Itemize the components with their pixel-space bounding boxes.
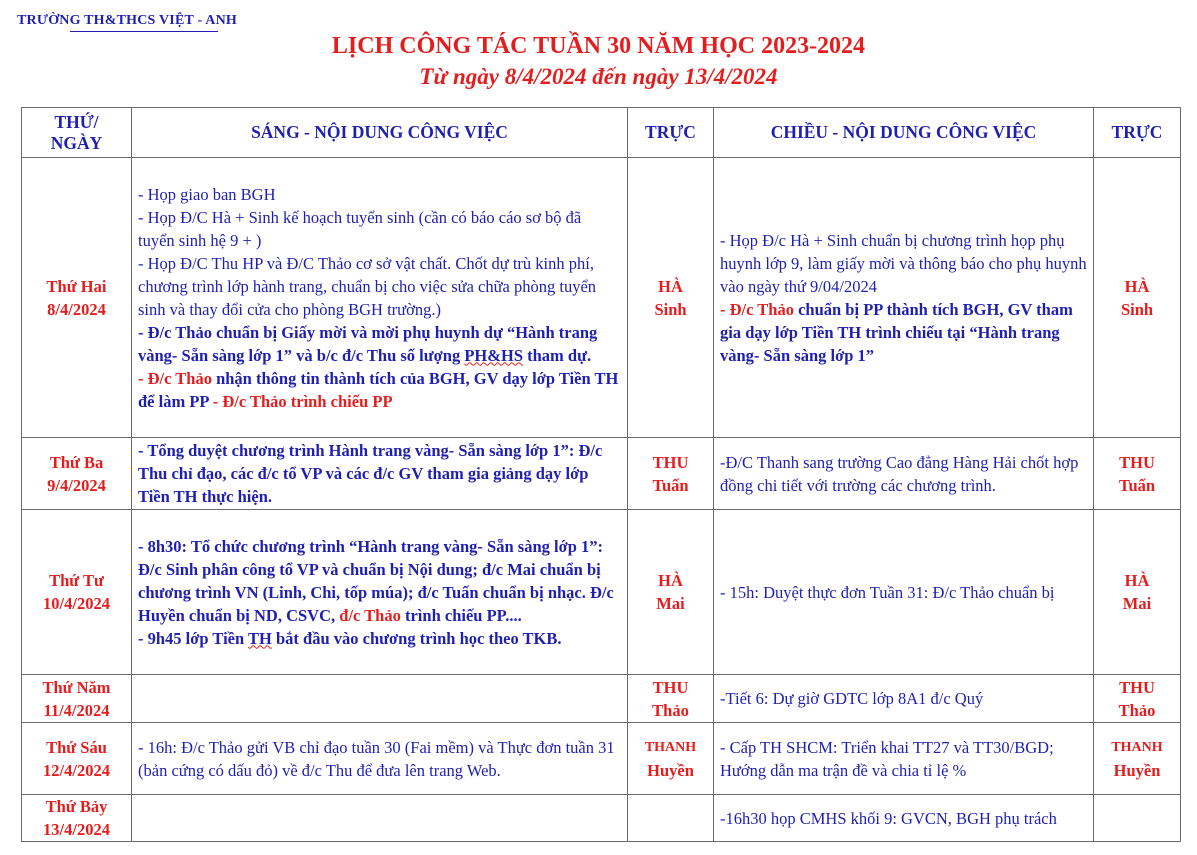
- task-text: - Đ/c Thảo: [138, 368, 212, 388]
- day-cell: [22, 675, 132, 723]
- duty-name-1: THANH: [644, 739, 697, 755]
- task-text: - Đ/c Thảo chuẩn bị Giấy mời và mời phụ huynh dự “Hành trang vàng- Sẵn sàng lớp 1” và b/c đ/c Thu số lượng: [138, 322, 598, 365]
- table-row: [22, 438, 1181, 510]
- task-text: trình chiếu PP....: [400, 605, 522, 625]
- day-name: Thứ Sáu: [46, 737, 107, 757]
- task-line: [138, 535, 621, 627]
- afternoon-content: [714, 675, 1094, 723]
- table-row: [22, 158, 1181, 438]
- col-header-duty-pm: TRỰC: [1094, 108, 1181, 158]
- day-cell: [22, 723, 132, 795]
- day-cell: [22, 158, 132, 438]
- duty-name-1: THU: [652, 452, 689, 472]
- table-row: [22, 723, 1181, 795]
- morning-content: [132, 158, 628, 438]
- task-line: [138, 627, 621, 650]
- duty-name-2: Tuấn: [1118, 475, 1156, 495]
- task-text: TH: [248, 628, 272, 648]
- duty-name-2: Mai: [656, 594, 685, 613]
- day-name: Thứ Năm: [42, 677, 111, 697]
- task-text: - Đ/c Thảo: [720, 299, 794, 319]
- school-name: TRƯỜNG TH&THCS VIỆT - ANH: [17, 13, 237, 28]
- duty-am-cell: [628, 795, 714, 842]
- duty-pm-cell: [1094, 723, 1181, 795]
- task-text: PH&HS: [464, 345, 524, 365]
- duty-name-2: Thảo: [652, 700, 689, 720]
- table-row: [22, 795, 1181, 842]
- task-text: chuẩn bị PP thành tích BGH, GV tham gia dạy lớp Tiền TH trình chiếu tại “Hành trang vàng- Sẵn sàng lớp 1”: [720, 299, 1073, 365]
- duty-name-2: Mai: [1122, 594, 1152, 613]
- duty-pm-cell: [1094, 510, 1181, 675]
- col-header-duty-am: TRỰC: [628, 108, 714, 158]
- duty-name-1: HÀ: [1124, 571, 1150, 590]
- duty-name-2: Sinh: [654, 299, 687, 319]
- duty-name-2: Sinh: [1120, 299, 1154, 319]
- duty-pm-cell: [1094, 438, 1181, 510]
- header-row: [22, 108, 1181, 158]
- task-line: - Họp Đ/C Thu HP và Đ/C Thảo cơ sở vật chất. Chốt dự trù kinh phí, chương trình lớp hành trang, chuẩn bị cho việc sửa chữa phòng tuyển sinh và thay đổi cửa cho phòng BGH trường.): [138, 253, 597, 319]
- day-date: 8/4/2024: [47, 299, 106, 319]
- task-text: nhận thông tin thành tích của BGH, GV dạy lớp Tiền TH để làm PP: [138, 368, 619, 411]
- task-line: - Họp Đ/C Hà + Sinh kế hoạch tuyển sinh (cần có báo cáo sơ bộ đã tuyển sinh hệ 9 + ): [138, 207, 582, 250]
- duty-name-2: Huyền: [1113, 760, 1161, 780]
- task-line: - Tổng duyệt chương trình Hành trang vàng- Sẵn sàng lớp 1”: Đ/c Thu chỉ đạo, các đ/c tổ VP và các đ/c GV tham gia giảng dạy lớp Tiền TH thực hiện.: [138, 441, 603, 506]
- school-name-underline: [70, 31, 218, 32]
- duty-name-2: Thảo: [1118, 700, 1156, 720]
- task-line: -Tiết 6: Dự giờ GDTC lớp 8A1 đ/c Quý: [720, 689, 984, 708]
- day-date: 10/4/2024: [43, 594, 110, 613]
- page-subtitle: Từ ngày 8/4/2024 đến ngày 13/4/2024: [419, 64, 778, 89]
- task-line: -16h30 họp CMHS khối 9: GVCN, BGH phụ trách: [720, 808, 1057, 828]
- col-header-day-line2: NGÀY: [50, 132, 103, 153]
- col-header-morning: SÁNG - NỘI DUNG CÔNG VIỆC: [132, 108, 628, 158]
- col-header-day: [22, 108, 132, 158]
- task-line: - Họp Đ/c Hà + Sinh chuẩn bị chương trình họp phụ huynh lớp 9, làm giấy mời và thông báo cho phụ huynh vào ngày thứ 9/04/2024: [720, 230, 1087, 296]
- schedule-table: [21, 107, 1181, 842]
- table-row: [22, 675, 1181, 723]
- day-name: Thứ Tư: [49, 571, 104, 590]
- afternoon-content: [714, 510, 1094, 675]
- day-cell: [22, 438, 132, 510]
- afternoon-content: [714, 795, 1094, 842]
- duty-am-cell: [628, 510, 714, 675]
- duty-name-1: HÀ: [658, 276, 683, 296]
- task-text: - 9h45 lớp Tiền: [138, 628, 249, 648]
- duty-name-1: THU: [1119, 677, 1155, 697]
- day-date: 11/4/2024: [43, 700, 110, 720]
- col-header-day-line1: THỨ/: [54, 111, 99, 132]
- morning-content: [132, 795, 628, 842]
- duty-am-cell: [628, 675, 714, 723]
- day-date: 13/4/2024: [43, 820, 110, 839]
- day-date: 12/4/2024: [43, 760, 110, 780]
- duty-am-cell: [628, 158, 714, 438]
- task-text: bắt đầu vào chương trình học theo TKB.: [271, 628, 562, 648]
- page-title: LỊCH CÔNG TÁC TUẦN 30 NĂM HỌC 2023-2024: [331, 33, 866, 59]
- task-line: - 15h: Duyệt thực đơn Tuần 31: Đ/c Thảo chuẩn bị: [720, 582, 1055, 602]
- task-line: - Cấp TH SHCM: Triển khai TT27 và TT30/BGD; Hướng dẫn ma trận đề và chia tỉ lệ %: [720, 737, 1054, 780]
- duty-name-1: HÀ: [658, 571, 683, 590]
- task-line: -Đ/C Thanh sang trường Cao đẳng Hàng Hải chốt hợp đồng chi tiết với trường các chương trình.: [720, 452, 1079, 495]
- morning-content: [132, 675, 628, 723]
- task-line: [138, 321, 621, 367]
- duty-name-1: THANH: [1111, 739, 1163, 755]
- duty-name-2: Huyền: [647, 760, 694, 780]
- duty-pm-cell: [1094, 795, 1181, 842]
- task-line: - Họp giao ban BGH: [138, 184, 276, 204]
- task-line: - 16h: Đ/c Thảo gửi VB chỉ đạo tuần 30 (Fai mềm) và Thực đơn tuần 31 (bản cứng có dấu đỏ) về đ/c Thu để đưa lên trang Web.: [138, 737, 615, 780]
- col-header-afternoon: CHIỀU - NỘI DUNG CÔNG VIỆC: [714, 108, 1094, 158]
- duty-pm-cell: [1094, 158, 1181, 438]
- table-row: [22, 510, 1181, 675]
- afternoon-content: [714, 438, 1094, 510]
- task-line: [138, 367, 621, 413]
- duty-am-cell: [628, 723, 714, 795]
- day-date: 9/4/2024: [47, 475, 106, 495]
- day-name: Thứ Ba: [49, 452, 104, 472]
- morning-content: [132, 438, 628, 510]
- afternoon-content: [714, 723, 1094, 795]
- duty-name-1: HÀ: [1124, 276, 1150, 296]
- duty-name-2: Tuấn: [652, 475, 689, 495]
- day-name: Thứ Hai: [46, 276, 107, 296]
- day-cell: [22, 510, 132, 675]
- duty-name-1: THU: [652, 677, 689, 697]
- morning-content: [132, 510, 628, 675]
- task-text: - 8h30: Tổ chức chương trình “Hành trang vàng- Sẵn sàng lớp 1”: Đ/c Sinh phân công tổ VP và chuẩn bị Nội dung; đ/c Mai chuẩn bị chương trình VN (Linh, Chi, tốp múa); đ/c Tuấn chuẩn bị nhạc. Đ/c Huyền chuẩn bị ND, CSVC,: [138, 536, 614, 625]
- duty-name-1: THU: [1119, 452, 1155, 472]
- duty-am-cell: [628, 438, 714, 510]
- duty-pm-cell: [1094, 675, 1181, 723]
- afternoon-content: [714, 158, 1094, 438]
- task-text: đ/c Thảo: [339, 605, 401, 625]
- task-line: [720, 298, 1087, 367]
- task-text: - Đ/c Thảo trình chiếu PP: [212, 391, 393, 411]
- morning-content: [132, 723, 628, 795]
- day-cell: [22, 795, 132, 842]
- day-name: Thứ Bảy: [45, 797, 108, 816]
- task-text: tham dự.: [523, 345, 592, 365]
